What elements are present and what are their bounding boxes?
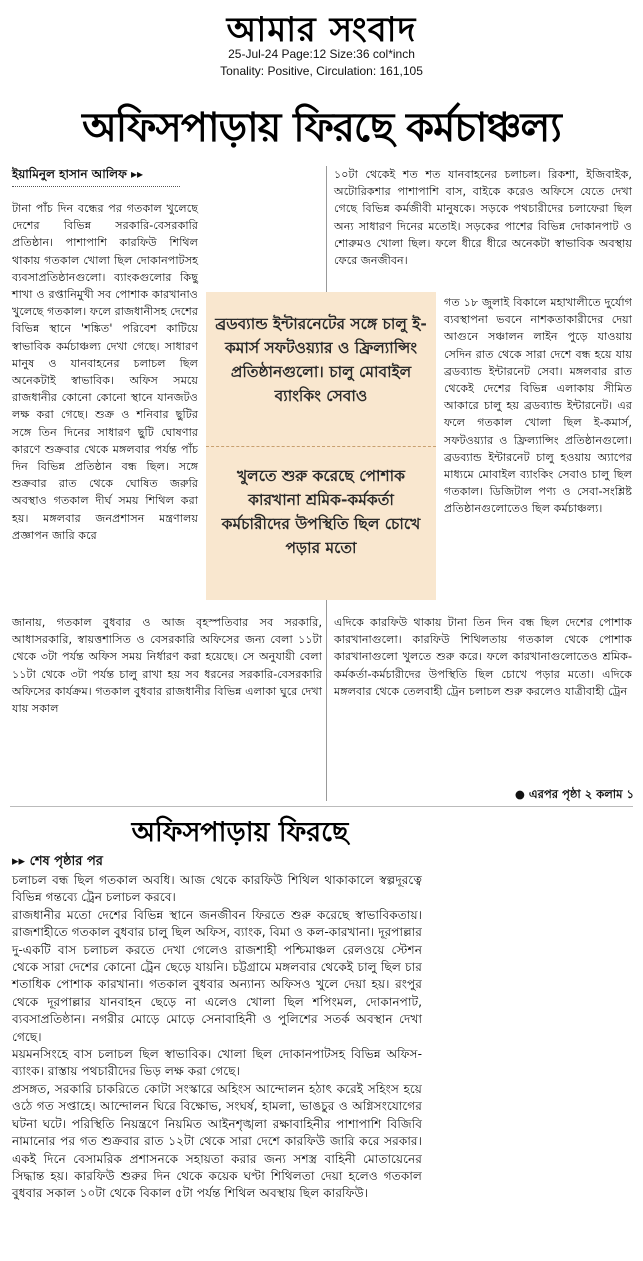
- article-column-bottom-left: [12, 614, 322, 717]
- pull-quote-divider: [206, 446, 436, 447]
- masthead-logo: আমার সংবাদ: [226, 10, 417, 50]
- article-column-left: [12, 200, 198, 544]
- clipping-meta-tonality: Tonality: Positive, Circulation: 161,105: [220, 64, 423, 78]
- pull-quote-1: ব্রডব্যান্ড ইন্টারনেটের সঙ্গে চালু ই-কমার্স সফটওয়্যার ও ফ্রিল্যান্সিং প্রতিষ্ঠানগুলো। চালু মোবাইল ব্যাংকিং সেবাও: [215, 315, 427, 405]
- pull-quote-2: খুলতে শুরু করেছে পোশাক কারখানা শ্রমিক-কর্মকর্তা কর্মচারীদের উপস্থিতি ছিল চোখে পড়ার মতো: [221, 467, 421, 557]
- article-column-bottom-right: [334, 614, 632, 700]
- article-paragraph: জানায়, গতকাল বুধবার ও আজ বৃহস্পতিবার সব সরকারি, আধাসরকারি, স্বায়ত্তশাসিত ও বেসরকারি অফিসের জন্য বেলা ১১টা থেকে ৩টা পর্যন্ত অফিস সময় নির্ধারণ করা হয়েছে। সে অনুযায়ী বেলা ১১টা থেকে ৩টা পর্যন্ত চালু রাখা হয় সব ধরনের সরকারি-বেসরকারি অফিসের কার্যক্রম। গতকাল বুধবার রাজধানীর বিভিন্ন এলাকা ঘুরে দেখা যায় সকাল: [12, 616, 322, 716]
- article-paragraph: চলাচল বন্ধ ছিল গতকাল অবধি। আজ থেকে কারফিউ শিথিল থাকাকালে স্বল্পদূরত্বে বিভিন্ন গন্তব্যে ট্রেন চলাচল করবে।: [12, 873, 422, 905]
- article-paragraph: গত ১৮ জুলাই বিকালে মহাখালীতে দুর্যোগ ব্যবস্থাপনা ভবনে নাশকতাকারীদের দেয়া আগুনে সঞ্চালন লাইন পুড়ে যাওয়ায় সেদিন রাত থেকে সারা দেশে বন্ধ হয়ে যায় ব্রডব্যান্ড ইন্টারনেট সেবা। মঙ্গলবার রাত থেকেই দেশের বিভিন্ন এলাকায় সীমিত আকারে চালু হয় ব্রডব্যান্ড ইন্টারনেট। এর ফলে গতকাল খোলা ছিল ই-কমার্স, সফটওয়্যার ও ফ্রিল্যান্সিং প্রতিষ্ঠানগুলো। ব্রডব্যান্ড ইন্টারনেট চালু হওয়ায় অ্যাপের মাধ্যমে মোবাইল ব্যাংকিং সেবাও চালু ছিল গতকাল। ডিজিটাল পণ্য ও সেবা-সংশ্লিষ্ট প্রতিষ্ঠানগুলোতেও ছিল কর্মচাঞ্চল্য।: [444, 296, 632, 516]
- clipping-meta-size: 25-Jul-24 Page:12 Size:36 col*inch: [228, 47, 415, 61]
- article-paragraph: এদিকে কারফিউ থাকায় টানা তিন দিন বন্ধ ছিল দেশের পোশাক কারখানাগুলো। কারফিউ শিথিলতায় গতকাল থেকে পোশাক কারখানাগুলো খুলতে শুরু করে। ফলে কারখানাগুলোতেও শ্রমিক-কর্মকর্তা-কর্মচারীদের উপস্থিতি ছিল চোখে পড়ার মতো। এদিকে মঙ্গলবার থেকে তেলবাহী ট্রেন চলাচল শুরু করলেও যাত্রীবাহী ট্রেন: [334, 616, 632, 698]
- article-column-right-top: [334, 166, 632, 269]
- article-paragraph: প্রসঙ্গত, সরকারি চাকরিতে কোটা সংস্কারে অহিংস আন্দোলন হঠাৎ করেই সহিংস হয়ে ওঠে গত সপ্তাহে। আন্দোলন ঘিরে বিক্ষোভ, সংঘর্ষ, হামলা, ভাঙচুর ও অগ্নিসংযোগের ঘটনা ঘটে। পরিস্থিতি নিয়ন্ত্রণে নিয়মিত আইনশৃঙ্খলা রক্ষাবাহিনীর পাশাপাশি বিজিবি নামানোর পর গত শুক্রবার রাত ১২টা থেকে সারা দেশে কারফিউ জারি করে সরকার। একই দিনে বেসামরিক প্রশাসনকে সহায়তা করার জন্য সশস্ত্র বাহিনী মোতায়েনের সিদ্ধান্ত হয়। কারফিউ শুরুর দিন থেকে কয়েক ঘণ্টা শিথিলতা দেয়া হলেও গতকাল বুধবার সকাল ১০টা থেকে বিকাল ৫টা পর্যন্ত শিথিল অবস্থায় ছিল কারফিউ।: [12, 1081, 422, 1201]
- jump-line: ● এরপর পৃষ্ঠা ২ কলাম ১: [514, 787, 634, 801]
- continuation-headline: অফিসপাড়ায় ফিরছে: [131, 817, 349, 848]
- byline: ইয়ামিনুল হাসান আলিফ ▸▸: [12, 167, 144, 181]
- article-paragraph: রাজধানীর মতো দেশের বিভিন্ন স্থানে জনজীবন ফিরতে শুরু করেছে স্বাভাবিকতায়। রাজশাহীতে গতকাল বুধবার চালু ছিল অফিস, ব্যাংক, বিমা ও কল-কারখানা। দূরপাল্লার দু-একটি বাস চলাচল করতে দেখা গেলেও রাজশাহী পশ্চিমাঞ্চল রেলওয়ে স্টেশন থেকে সারা দেশের কোনো ট্রেন ছেড়ে যায়নি। চট্টগ্রামে মঙ্গলবার থেকেই চালু ছিল চার শতাধিক পোশাক কারখানা। গতকাল বুধবার অন্যান্য অফিসও খুলে দেয়া হয়। রংপুর থেকে দূরপাল্লার যানবাহন ছেড়ে না এলেও খোলা ছিল শপিংমল, দোকানপাট, ব্যবসাপ্রতিষ্ঠান। নগরীর মোড়ে মোড়ে সেনাবাহিনী ও পুলিশের সতর্ক অবস্থান দেখা গেছে।: [12, 907, 422, 1044]
- continuation-body: [12, 872, 422, 1203]
- continued-label: ▸▸ শেষ পৃষ্ঠার পর: [12, 854, 103, 869]
- article-paragraph: টানা পাঁচ দিন বন্ধের পর গতকাল খুলেছে দেশের বিভিন্ন সরকারি-বেসরকারি প্রতিষ্ঠান। পাশাপাশি কারফিউ শিথিল থাকায় গতকাল খোলা ছিল দোকানপাটসহ ব্যবসাপ্রতিষ্ঠানগুলো। ব্যাংকগুলোর কিছু শাখা ও রপ্তানিমুখী সব পোশাক কারখানাও খুলেছে গতকাল। ফলে রাজধানীসহ দেশের বিভিন্ন স্থানে 'শঙ্কিত' পরিবেশ কাটিয়ে স্বাভাবিক কর্মচাঞ্চল্য দেখা গেছে। সাধারণ মানুষ ও যানবাহনের চলাচল ছিল অনেকটাই স্বাভাবিক। অফিস সময়ে রাজধানীর কোনো কোনো স্থানে যানজটও লক্ষ করা গেছে। শুক্র ও শনিবার ছুটির সঙ্গে তিন দিনের সাধারণ ছুটি ঘোষণার কারণে শুক্রবার থেকে মঙ্গলবার পর্যন্ত পাঁচ দিন বিভিন্ন প্রতিষ্ঠান বন্ধ ছিল। সঙ্গে শুক্রবার রাত থেকে ঘোষিত জরুরি অবস্থাও গতকাল দীর্ঘ সময় শিথিল করা হয়। মঙ্গলবার জনপ্রশাসন মন্ত্রণালয় প্রজ্ঞাপন জারি করে: [12, 202, 198, 542]
- byline-divider: [12, 186, 180, 187]
- section-divider: [10, 806, 633, 807]
- article-paragraph: ১০টা থেকেই শত শত যানবাহনের চলাচল। রিকশা, ইজিবাইক, অটোরিকশার পাশাপাশি বাস, বাইকে করেও অফিসে যেতে দেখা গেছে বিভিন্ন কর্মজীবী মানুষকে। সড়কে পথচারীদের চলাফেরা ছিল অন্য সাধারণ দিনের মতোই। সড়কের পাশের বিভিন্ন দোকানপাট ও শোরুমও খোলা ছিল। ফলে ধীরে ধীরে অনেকটা স্বাভাবিক অবস্থায় ফেরে জনজীবন।: [334, 168, 632, 268]
- headline: অফিসপাড়ায় ফিরছে কর্মচাঞ্চল্য: [82, 105, 561, 151]
- article-column-right-mid: [444, 294, 632, 518]
- article-paragraph: ময়মনসিংহে বাস চলাচল ছিল স্বাভাবিক। খোলা ছিল দোকানপাটসহ বিভিন্ন অফিস-ব্যাংক। রাস্তায় পথচারীদের ভিড় লক্ষ করা গেছে।: [12, 1047, 422, 1079]
